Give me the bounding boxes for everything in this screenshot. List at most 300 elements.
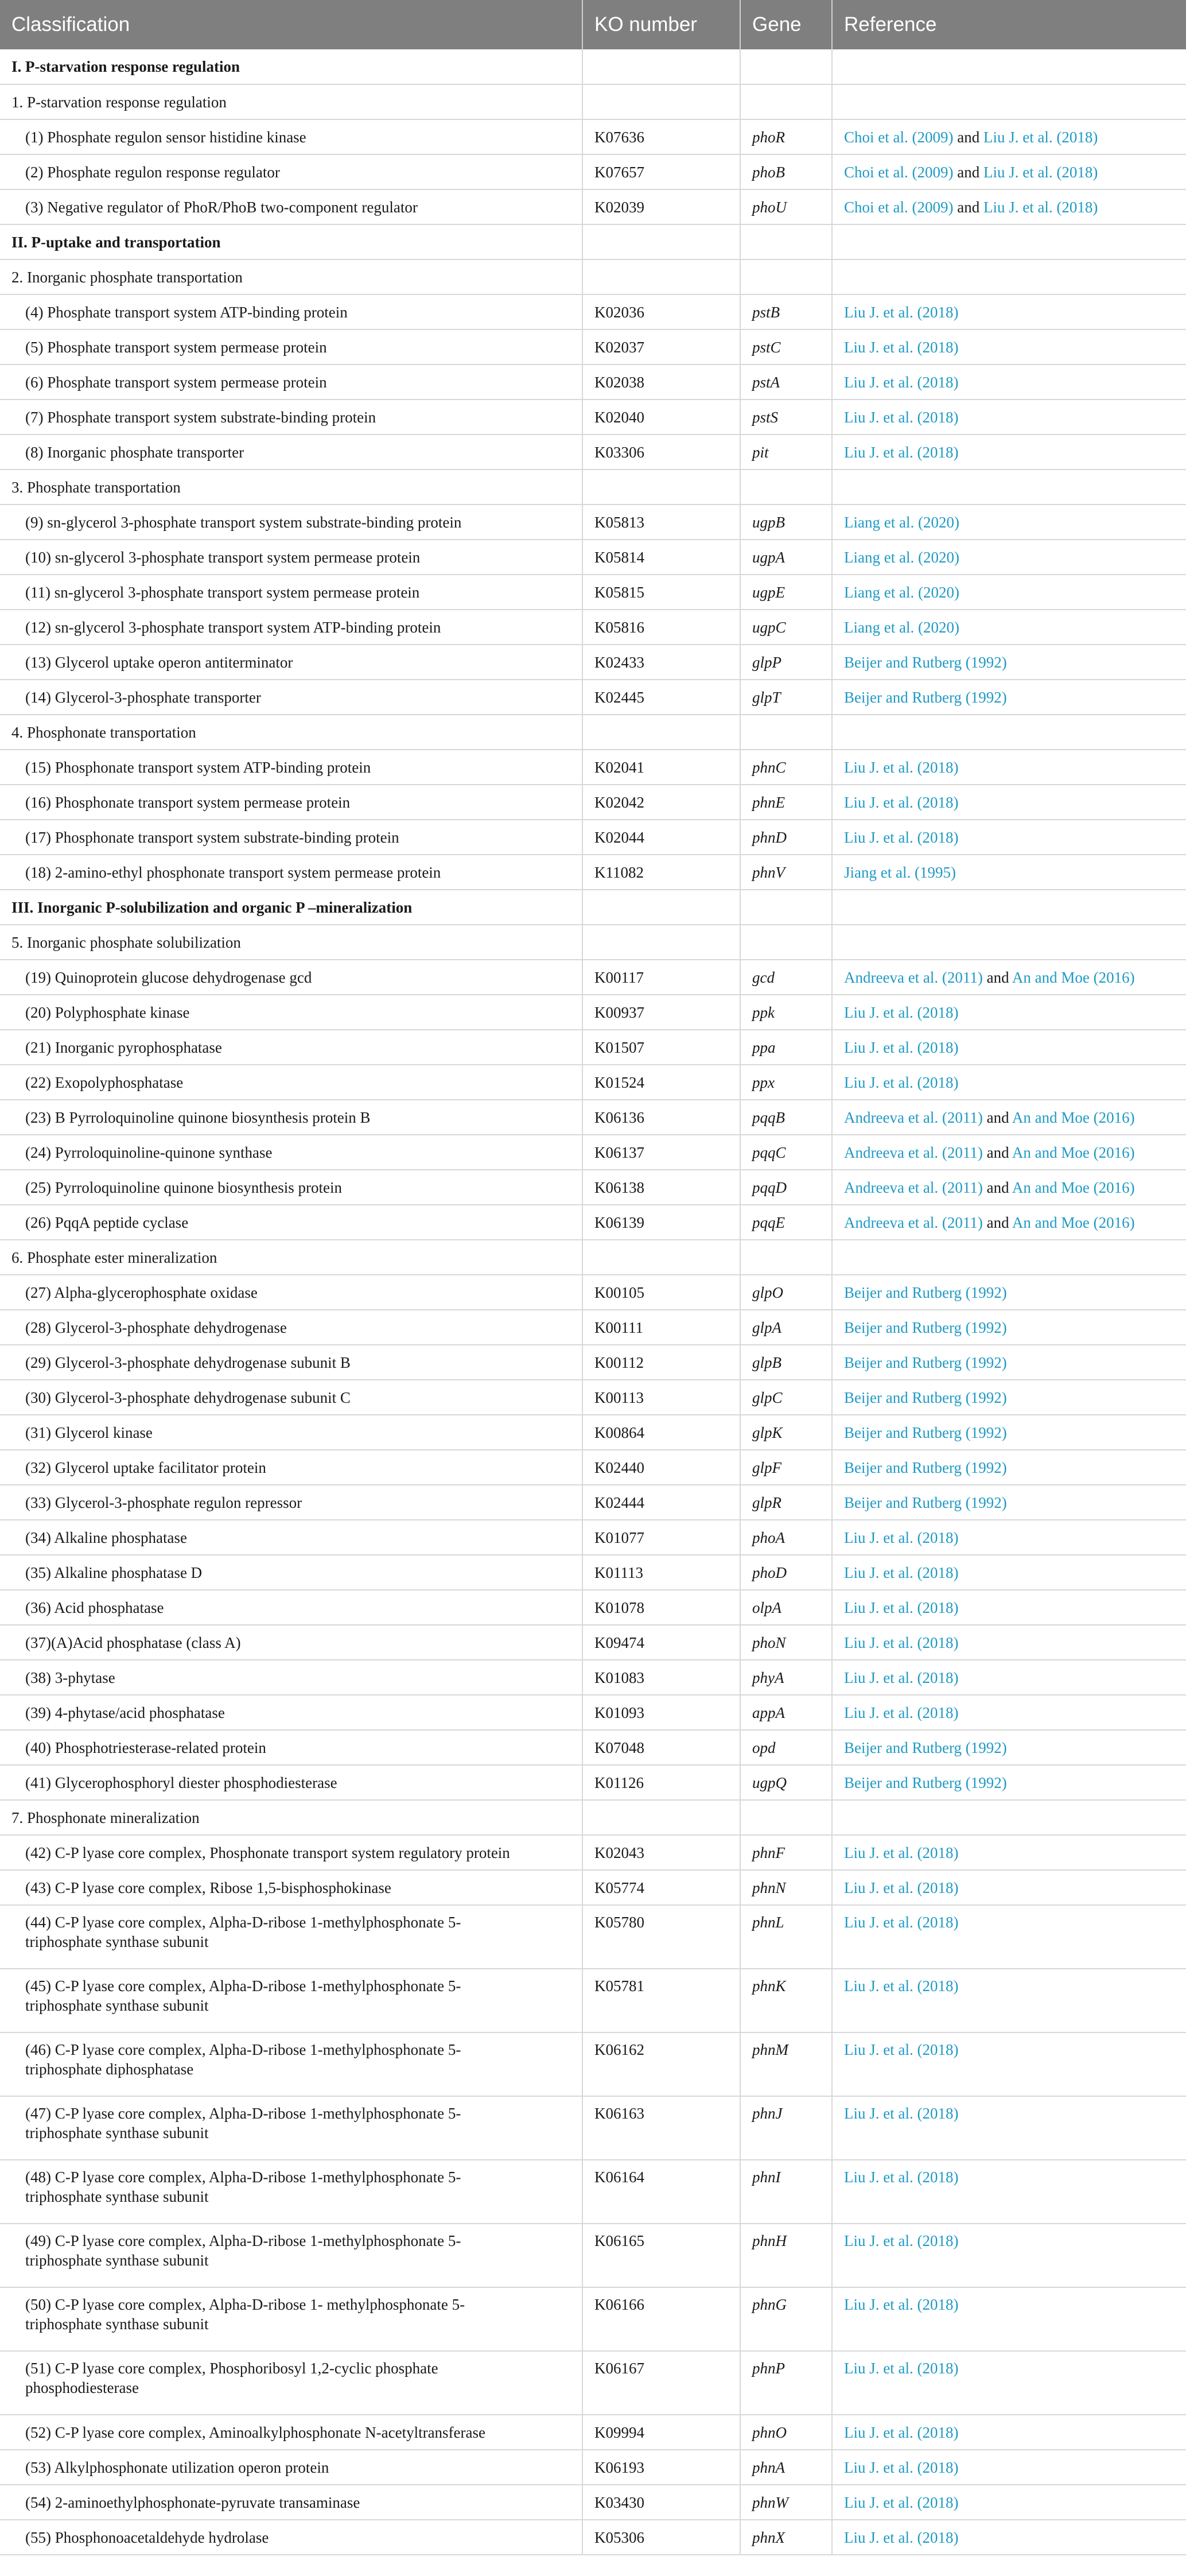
gene-cell: phnN [740,1870,832,1905]
table-row [0,1730,1186,1765]
gene-cell: phoB [740,154,832,189]
table-row [0,2450,1186,2485]
classification-cell: (22) Exopolyphosphatase [0,1065,582,1100]
classification-cell: (48) C-P lyase core complex, Alpha-D-ribose 1-methylphosphonate 5-triphosphate synthase subunit [0,2160,582,2224]
reference-link[interactable]: Liu J. et al. (2018) [844,2423,959,2441]
ko-number-cell: K06167 [582,2351,740,2415]
reference-cell [832,1275,1186,1310]
gene-cell [740,925,832,960]
classification-cell: (25) Pyrroloquinoline quinone biosynthesis protein [0,1170,582,1205]
reference-link[interactable]: Liang et al. (2020) [844,548,959,566]
ko-number-cell: K03306 [582,434,740,470]
ko-number-cell: K05780 [582,1905,740,1969]
table-row [0,1205,1186,1240]
ko-number-cell: K00117 [582,960,740,995]
classification-cell: (49) C-P lyase core complex, Alpha-D-ribose 1-methylphosphonate 5-triphosphate synthase subunit [0,2224,582,2287]
reference-link[interactable]: Liu J. et al. (2018) [844,2360,959,2377]
ko-number-cell: K01083 [582,1660,740,1695]
gene-cell: phnD [740,820,832,855]
reference-link[interactable]: Liang et al. (2020) [844,618,959,636]
reference-cell [832,1415,1186,1450]
reference-cell [832,49,1186,84]
reference-cell [832,1240,1186,1275]
reference-cell [832,1555,1186,1590]
gene-cell: appA [740,1695,832,1730]
classification-cell: (51) C-P lyase core complex, Phosphoribosyl 1,2-cyclic phosphate phosphodiesterase [0,2351,582,2415]
gene-cell: pit [740,434,832,470]
reference-cell [832,470,1186,505]
gene-cell: pstS [740,399,832,434]
section-row [0,49,1186,84]
gene-cell [740,1240,832,1275]
gene-cell: glpP [740,645,832,680]
gene-cell: glpF [740,1450,832,1485]
table-row [0,820,1186,855]
reference-link[interactable]: Choi et al. (2009) [844,198,954,216]
gene-cell: ugpQ [740,1765,832,1800]
reference-connector: and [982,1143,1012,1161]
reference-link[interactable]: Beijer and Rutberg (1992) [844,688,1007,706]
classification-cell: (4) Phosphate transport system ATP-binding protein [0,294,582,329]
reference-link[interactable]: Liu J. et al. (2018) [844,2458,959,2476]
ko-number-cell: K02444 [582,1485,740,1520]
table-row [0,2224,1186,2287]
table-row [0,1625,1186,1660]
classification-cell: (47) C-P lyase core complex, Alpha-D-ribose 1-methylphosphonate 5-triphosphate synthase subunit [0,2096,582,2160]
reference-link[interactable]: Liu J. et al. (2018) [844,1564,959,1581]
reference-cell [832,1205,1186,1240]
subsection-row [0,715,1186,750]
classification-cell: (28) Glycerol-3-phosphate dehydrogenase [0,1310,582,1345]
reference-link[interactable]: Beijer and Rutberg (1992) [844,1423,1007,1441]
classification-cell: (17) Phosphonate transport system substrate-binding protein [0,820,582,855]
classification-cell: (54) 2-aminoethylphosphonate-pyruvate transaminase [0,2485,582,2520]
classification-cell: (45) C-P lyase core complex, Alpha-D-ribose 1-methylphosphonate 5-triphosphate synthase subunit [0,1969,582,2032]
subsection-row [0,470,1186,505]
reference-link[interactable]: Liu J. et al. (2018) [844,1977,959,1995]
gene-cell: ppa [740,1030,832,1065]
ko-number-cell: K05813 [582,505,740,540]
ko-number-cell: K05306 [582,2520,740,2555]
gene-cell [740,1800,832,1835]
reference-link[interactable]: Liu J. et al. (2018) [844,1879,959,1896]
ko-number-cell: K06136 [582,1100,740,1135]
reference-cell [832,1485,1186,1520]
gene-cell: phoA [740,1520,832,1555]
table-row [0,399,1186,434]
reference-link[interactable]: Liu J. et al. (2018) [844,373,959,391]
classification-cell: (31) Glycerol kinase [0,1415,582,1450]
ko-number-cell [582,84,740,119]
table-row [0,434,1186,470]
subsection-row [0,1800,1186,1835]
classification-cell: (7) Phosphate transport system substrate-binding protein [0,399,582,434]
reference-cell [832,434,1186,470]
gene-cell: phoD [740,1555,832,1590]
classification-cell: (27) Alpha-glycerophosphate oxidase [0,1275,582,1310]
reference-link[interactable]: Liu J. et al. (2018) [844,1528,959,1546]
ko-number-cell [582,925,740,960]
classification-cell: (39) 4-phytase/acid phosphatase [0,1695,582,1730]
ko-number-cell: K07048 [582,1730,740,1765]
classification-cell: (24) Pyrroloquinoline-quinone synthase [0,1135,582,1170]
ko-number-cell: K01078 [582,1590,740,1625]
classification-cell: (36) Acid phosphatase [0,1590,582,1625]
section-row [0,224,1186,259]
reference-link[interactable]: An and Moe (2016) [1012,1213,1135,1231]
classification-cell: (18) 2-amino-ethyl phosphonate transport system permease protein [0,855,582,890]
classification-cell: (41) Glycerophosphoryl diester phosphodiesterase [0,1765,582,1800]
reference-cell [832,750,1186,785]
gene-cell: phnA [740,2450,832,2485]
gene-cell: pstA [740,364,832,399]
reference-link[interactable]: Liu J. et al. (2018) [844,2168,959,2186]
reference-link[interactable]: Andreeva et al. (2011) [844,1108,983,1126]
gene-cell: phnJ [740,2096,832,2160]
reference-link[interactable]: Liu J. et al. (2018) [844,2232,959,2249]
classification-cell: (29) Glycerol-3-phosphate dehydrogenase subunit B [0,1345,582,1380]
gene-cell: phnC [740,750,832,785]
reference-cell [832,680,1186,715]
ko-number-cell: K00864 [582,1415,740,1450]
table-row [0,1380,1186,1415]
gene-cell: phnE [740,785,832,820]
gene-cell: ugpB [740,505,832,540]
reference-cell [832,1625,1186,1660]
classification-cell: (53) Alkylphosphonate utilization operon protein [0,2450,582,2485]
reference-link[interactable]: Liu J. et al. (2018) [844,828,959,846]
gene-cell: gcd [740,960,832,995]
ko-number-cell [582,890,740,925]
reference-link[interactable]: Liu J. et al. (2018) [844,1634,959,1651]
classification-cell: I. P-starvation response regulation [0,49,582,84]
subsection-row [0,1240,1186,1275]
reference-link[interactable]: Andreeva et al. (2011) [844,1213,983,1231]
reference-link[interactable]: Liu J. et al. (2018) [844,1599,959,1616]
reference-link[interactable]: Liu J. et al. (2018) [844,2528,959,2546]
gene-cell: pstC [740,329,832,364]
reference-link[interactable]: Liu J. et al. (2018) [983,163,1098,181]
classification-cell: (52) C-P lyase core complex, Aminoalkylphosphonate N-acetyltransferase [0,2415,582,2450]
classification-cell: 4. Phosphonate transportation [0,715,582,750]
reference-link[interactable]: An and Moe (2016) [1012,968,1135,986]
table-row [0,1415,1186,1450]
reference-link[interactable]: Liu J. et al. (2018) [844,338,959,356]
ko-number-cell: K02038 [582,364,740,399]
table-row [0,2415,1186,2450]
table-row [0,1695,1186,1730]
ko-number-cell: K03430 [582,2485,740,2520]
ko-number-cell: K02037 [582,329,740,364]
reference-link[interactable]: Liu J. et al. (2018) [844,1844,959,1861]
table-row [0,2096,1186,2160]
table-row [0,1660,1186,1695]
table-row [0,154,1186,189]
classification-cell: (38) 3-phytase [0,1660,582,1695]
ko-number-cell: K06138 [582,1170,740,1205]
classification-cell: (19) Quinoprotein glucose dehydrogenase gcd [0,960,582,995]
reference-cell [832,1380,1186,1415]
gene-cell: glpR [740,1485,832,1520]
reference-link[interactable]: Beijer and Rutberg (1992) [844,1388,1007,1406]
reference-cell [832,1345,1186,1380]
reference-cell [832,855,1186,890]
ko-number-cell [582,259,740,294]
reference-link[interactable]: An and Moe (2016) [1012,1178,1135,1196]
table-row [0,2160,1186,2224]
ko-number-cell: K02433 [582,645,740,680]
reference-cell [832,995,1186,1030]
reference-cell [832,925,1186,960]
table-row [0,1135,1186,1170]
reference-link[interactable]: Liu J. et al. (2018) [844,2296,959,2313]
ko-number-cell: K05816 [582,610,740,645]
reference-link[interactable]: Andreeva et al. (2011) [844,1143,983,1161]
table-row [0,1835,1186,1870]
reference-cell [832,820,1186,855]
classification-cell: 2. Inorganic phosphate transportation [0,259,582,294]
classification-cell: (42) C-P lyase core complex, Phosphonate transport system regulatory protein [0,1835,582,1870]
classification-cell: (33) Glycerol-3-phosphate regulon repressor [0,1485,582,1520]
reference-link[interactable]: Beijer and Rutberg (1992) [844,1283,1007,1301]
classification-cell: II. P-uptake and transportation [0,224,582,259]
reference-link[interactable]: Liu J. et al. (2018) [844,758,959,776]
table-row [0,505,1186,540]
reference-cell [832,1969,1186,2032]
ko-number-cell: K02042 [582,785,740,820]
table-row [0,575,1186,610]
reference-link[interactable]: Beijer and Rutberg (1992) [844,1493,1007,1511]
ko-number-cell: K00112 [582,1345,740,1380]
table-row [0,1969,1186,2032]
reference-link[interactable]: Choi et al. (2009) [844,163,954,181]
table-row [0,1275,1186,1310]
reference-connector: and [953,198,983,216]
ko-number-cell: K06137 [582,1135,740,1170]
reference-cell [832,540,1186,575]
reference-link[interactable]: Jiang et al. (1995) [844,863,956,881]
reference-cell [832,1310,1186,1345]
reference-cell [832,505,1186,540]
reference-cell [832,224,1186,259]
reference-cell [832,2032,1186,2096]
gene-cell: phnG [740,2287,832,2351]
gene-cell: phnX [740,2520,832,2555]
ko-number-cell: K01524 [582,1065,740,1100]
ko-number-cell: K06166 [582,2287,740,2351]
reference-link[interactable]: Liang et al. (2020) [844,513,959,531]
classification-cell: (11) sn-glycerol 3-phosphate transport system permease protein [0,575,582,610]
reference-link[interactable]: An and Moe (2016) [1012,1108,1135,1126]
ko-number-cell: K06193 [582,2450,740,2485]
ko-number-cell: K07636 [582,119,740,154]
table-row [0,364,1186,399]
table-row [0,1555,1186,1590]
gene-cell: ugpC [740,610,832,645]
reference-link[interactable]: Beijer and Rutberg (1992) [844,1774,1007,1791]
classification-cell: (15) Phosphonate transport system ATP-binding protein [0,750,582,785]
ko-number-cell: K06162 [582,2032,740,2096]
reference-cell [832,1870,1186,1905]
gene-cell: phnK [740,1969,832,2032]
table-row [0,1450,1186,1485]
reference-cell [832,1660,1186,1695]
subsection-row [0,84,1186,119]
ko-number-cell: K02040 [582,399,740,434]
reference-link[interactable]: Andreeva et al. (2011) [844,968,983,986]
gene-cell: phyA [740,1660,832,1695]
ko-number-cell: K07657 [582,154,740,189]
reference-cell [832,364,1186,399]
reference-cell [832,890,1186,925]
classification-cell: (44) C-P lyase core complex, Alpha-D-ribose 1-methylphosphonate 5-triphosphate synthase subunit [0,1905,582,1969]
reference-link[interactable]: Andreeva et al. (2011) [844,1178,983,1196]
gene-cell: pqqC [740,1135,832,1170]
subsection-row [0,925,1186,960]
ko-number-cell: K02044 [582,820,740,855]
reference-link[interactable]: Liu J. et al. (2018) [844,2493,959,2511]
ko-number-cell [582,1240,740,1275]
classification-cell: (50) C-P lyase core complex, Alpha-D-ribose 1- methylphosphonate 5-triphosphate synthase subunit [0,2287,582,2351]
reference-cell [832,715,1186,750]
reference-link[interactable]: Liu J. et al. (2018) [844,2041,959,2058]
ko-number-cell: K06164 [582,2160,740,2224]
reference-cell [832,610,1186,645]
header-reference: Reference [832,0,1186,49]
gene-cell: phoN [740,1625,832,1660]
gene-cell: phnM [740,2032,832,2096]
reference-link[interactable]: Liang et al. (2020) [844,583,959,601]
table-row [0,995,1186,1030]
gene-cell: ppk [740,995,832,1030]
reference-link[interactable]: Beijer and Rutberg (1992) [844,1353,1007,1371]
gene-cell [740,259,832,294]
gene-cell: phnH [740,2224,832,2287]
classification-cell: 5. Inorganic phosphate solubilization [0,925,582,960]
ko-number-cell: K06165 [582,2224,740,2287]
ko-number-cell: K02039 [582,189,740,224]
classification-cell: (23) B Pyrroloquinoline quinone biosynthesis protein B [0,1100,582,1135]
table-row [0,1345,1186,1380]
ko-number-cell: K00105 [582,1275,740,1310]
ko-number-cell: K09474 [582,1625,740,1660]
reference-link[interactable]: Liu J. et al. (2018) [844,1669,959,1686]
classification-cell: (37)(A)Acid phosphatase (class A) [0,1625,582,1660]
table-row [0,1905,1186,1969]
classification-cell: (43) C-P lyase core complex, Ribose 1,5-bisphosphokinase [0,1870,582,1905]
header-row [0,0,1186,49]
ko-number-cell: K00937 [582,995,740,1030]
ko-number-cell: K02440 [582,1450,740,1485]
reference-link[interactable]: Liu J. et al. (2018) [983,128,1098,146]
reference-link[interactable]: Liu J. et al. (2018) [844,1073,959,1091]
reference-connector: and [982,1108,1012,1126]
gene-cell: pstB [740,294,832,329]
gene-cell: opd [740,1730,832,1765]
reference-link[interactable]: Beijer and Rutberg (1992) [844,1739,1007,1756]
reference-cell [832,1765,1186,1800]
table-row [0,329,1186,364]
ko-number-cell: K02445 [582,680,740,715]
reference-link[interactable]: An and Moe (2016) [1012,1143,1135,1161]
classification-cell: (10) sn-glycerol 3-phosphate transport system permease protein [0,540,582,575]
gene-cell: olpA [740,1590,832,1625]
reference-connector: and [982,1178,1012,1196]
reference-link[interactable]: Beijer and Rutberg (1992) [844,1458,1007,1476]
gene-cell: glpA [740,1310,832,1345]
table-row [0,1100,1186,1135]
table-row [0,2032,1186,2096]
header-gene: Gene [740,0,832,49]
reference-link[interactable]: Liu J. et al. (2018) [844,793,959,811]
ko-number-cell: K02036 [582,294,740,329]
gene-cell: phnF [740,1835,832,1870]
ko-number-cell: K01093 [582,1695,740,1730]
header-ko-number: KO number [582,0,740,49]
ko-number-cell: K05774 [582,1870,740,1905]
reference-cell [832,2415,1186,2450]
gene-cell [740,84,832,119]
table-row [0,2287,1186,2351]
classification-cell: (1) Phosphate regulon sensor histidine kinase [0,119,582,154]
table-row [0,1870,1186,1905]
reference-link[interactable]: Beijer and Rutberg (1992) [844,653,1007,671]
classification-cell: (9) sn-glycerol 3-phosphate transport system substrate-binding protein [0,505,582,540]
ko-number-cell: K01507 [582,1030,740,1065]
reference-cell [832,329,1186,364]
ko-number-cell [582,470,740,505]
reference-link[interactable]: Liu J. et al. (2018) [844,2105,959,2122]
reference-cell [832,294,1186,329]
classification-cell: (55) Phosphonoacetaldehyde hydrolase [0,2520,582,2555]
ko-number-cell: K02043 [582,1835,740,1870]
reference-link[interactable]: Liu J. et al. (2018) [844,303,959,321]
section-row [0,890,1186,925]
reference-cell [832,189,1186,224]
table-row [0,1590,1186,1625]
ko-number-cell: K00111 [582,1310,740,1345]
reference-link[interactable]: Liu J. et al. (2018) [844,1704,959,1721]
reference-cell [832,1065,1186,1100]
reference-link[interactable]: Liu J. et al. (2018) [983,198,1098,216]
classification-cell: (13) Glycerol uptake operon antiterminator [0,645,582,680]
classification-cell: (35) Alkaline phosphatase D [0,1555,582,1590]
classification-cell: (34) Alkaline phosphatase [0,1520,582,1555]
reference-link[interactable]: Beijer and Rutberg (1992) [844,1318,1007,1336]
reference-link[interactable]: Liu J. et al. (2018) [844,1003,959,1021]
reference-link[interactable]: Liu J. et al. (2018) [844,1038,959,1056]
reference-cell [832,154,1186,189]
classification-cell: (16) Phosphonate transport system permease protein [0,785,582,820]
table-row [0,1065,1186,1100]
reference-cell [832,1450,1186,1485]
reference-link[interactable]: Liu J. et al. (2018) [844,1914,959,1931]
reference-cell [832,2096,1186,2160]
gene-cell: ugpA [740,540,832,575]
header-classification: Classification [0,0,582,49]
table-row [0,294,1186,329]
ko-number-cell [582,224,740,259]
reference-cell [832,1730,1186,1765]
ko-number-cell: K05815 [582,575,740,610]
reference-link[interactable]: Choi et al. (2009) [844,128,954,146]
reference-link[interactable]: Liu J. et al. (2018) [844,443,959,461]
classification-cell: 3. Phosphate transportation [0,470,582,505]
ko-number-cell [582,1800,740,1835]
reference-link[interactable]: Liu J. et al. (2018) [844,408,959,426]
gene-cell: ppx [740,1065,832,1100]
gene-cell [740,224,832,259]
